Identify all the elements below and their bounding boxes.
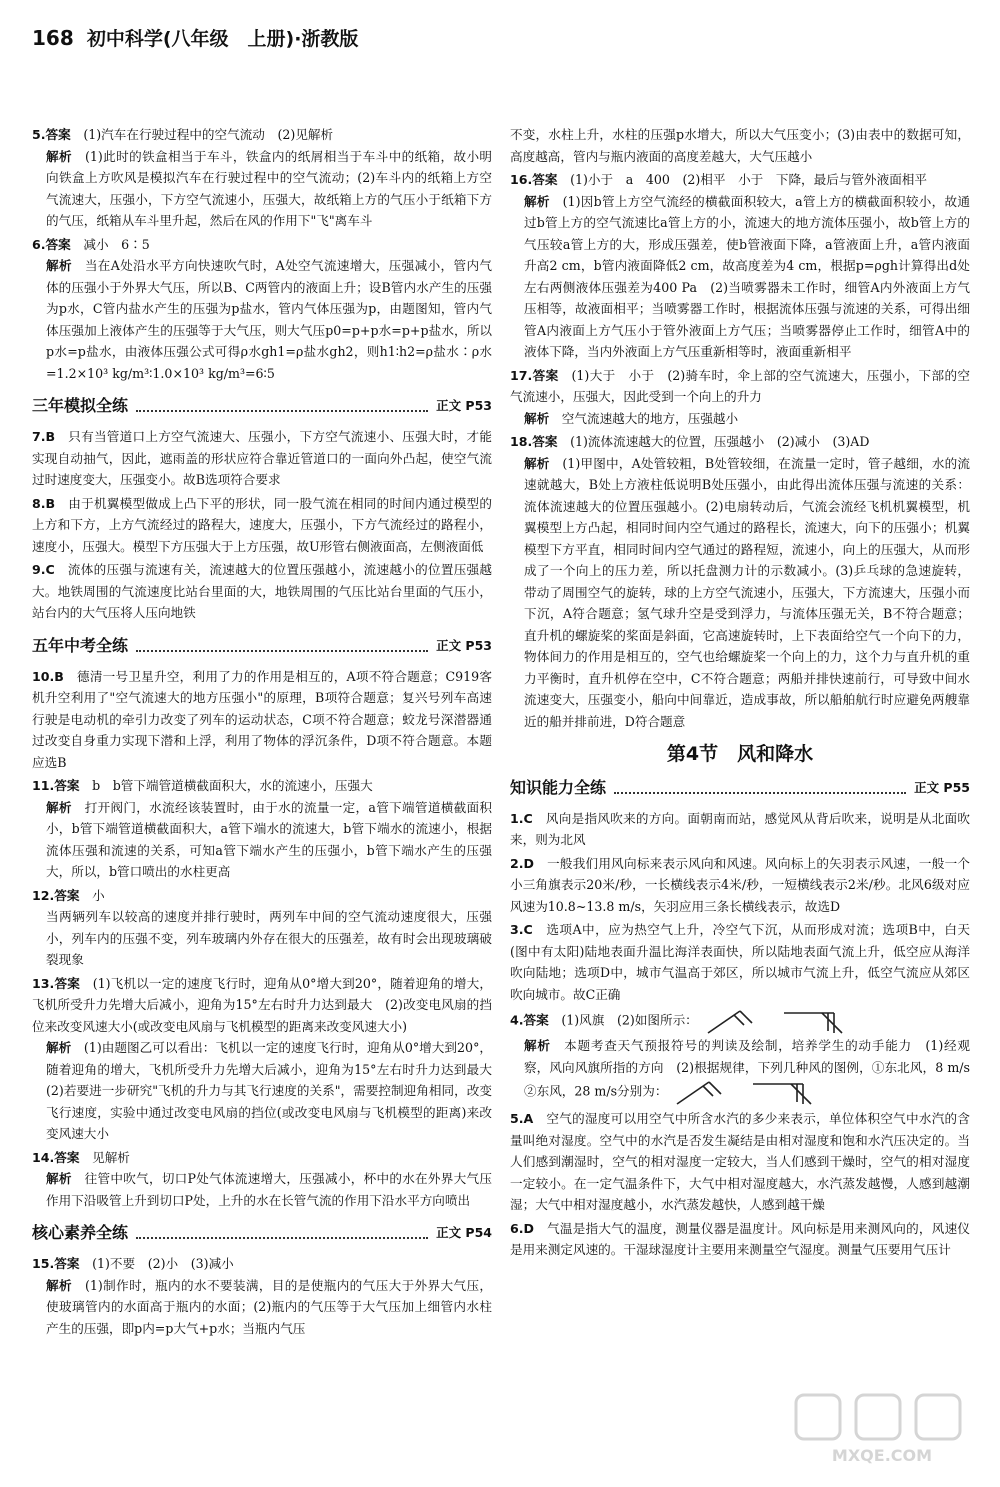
entry-text: (1)大于 小于 (2)骑车时，伞上部的空气流速大，压强小，下部的空气流速小，压强大，因此受到一个向上的升力 <box>510 367 970 404</box>
section-header <box>32 1221 492 1245</box>
answer-line <box>32 234 492 256</box>
entry-label: 1.C <box>510 810 546 826</box>
answer-line <box>32 1253 492 1275</box>
entry-text: 本题考查天气预报符号的判读及绘制，培养学生的动手能力 (1)经观察，风向风旗所指的方向 (2)根据规律，下列几种风的图例，①东北风，8 m/s ②东风，28 m/s分别为： <box>524 1038 983 1099</box>
entry-text: 打开阀门，水流经该装置时，由于水的流量一定，a管下端管道横截面积小，b管下端管道横截面积大，a管下端水的流速大，b管下端水的流速小，根据流体压强和流速的关系，可知a管下端水产生的压强小，b管下端水产生的压强大，所以，b管口喷出的水柱更高 <box>46 799 493 879</box>
page-number: 168 <box>32 26 74 50</box>
left-column <box>32 124 505 1341</box>
page-reference: 正文 P55 <box>914 779 970 795</box>
answer-entry <box>32 559 492 624</box>
answer-line <box>32 124 492 146</box>
answer-line <box>32 1147 492 1169</box>
answer-entry <box>32 1253 492 1339</box>
entry-text: 当两辆列车以较高的速度并排行驶时，两列车中间的空气流动速度很大，压强小，列车内的压强不变，列车玻璃内外存在很大的压强差，故有时会出现玻璃破裂现象 <box>46 909 492 967</box>
entry-text: (1)流体流速越大的位置，压强越小 (2)减小 (3)AD <box>570 434 870 449</box>
entry-label: 解析 <box>46 258 85 273</box>
explanation-line <box>32 255 492 384</box>
entry-text: 小 <box>92 887 105 903</box>
answer-entry <box>32 124 492 232</box>
entry-label: 9.C <box>32 562 68 577</box>
entry-label: 5.答案 <box>32 127 84 142</box>
answer-entry <box>32 666 492 774</box>
wind-symbol-northeast-icon <box>673 1078 743 1106</box>
entry-label: 解析 <box>524 455 563 471</box>
answer-entry <box>510 365 970 430</box>
answer-entry <box>510 431 970 732</box>
entry-label: 11.答案 <box>32 778 93 793</box>
entry-label: 16.答案 <box>510 172 571 187</box>
wind-symbol-east-icon <box>749 1078 819 1106</box>
entry-label: 解析 <box>46 1277 85 1293</box>
page-header <box>32 24 968 58</box>
entry-label: 解析 <box>524 1038 565 1053</box>
entry-label: 13.答案 <box>32 975 93 991</box>
answer-entry <box>510 169 970 363</box>
entry-text: (1)飞机以一定的速度飞行时，迎角从0°增大到20°，随着迎角的增大，飞机所受升力先增大后减小，迎角为15°左右时升力达到最大 (2)改变电风扇的挡位来改变风速大小(或改变电风扇与飞机模型的距离来改变风速大小) <box>32 975 492 1034</box>
section-header <box>32 394 492 418</box>
answer-entry <box>510 1108 970 1216</box>
section-title: 知识能力全练 <box>510 777 607 797</box>
explanation-line <box>32 797 492 883</box>
answer-line <box>510 365 970 408</box>
entry-label: 6.答案 <box>32 236 84 252</box>
dotted-leader <box>136 640 428 652</box>
answer-entry <box>32 234 492 385</box>
svg-text:MXQE.COM: MXQE.COM <box>831 1446 933 1465</box>
answer-entry <box>32 493 492 558</box>
entry-text: (1)风旗 (2)如图所示： <box>561 1012 698 1028</box>
explanation-line <box>510 453 970 733</box>
entry-text: (1)因b管上方空气流经的横截面积较大，a管上方的横截面积较小，故通过b管上方的空气流速比a管上方的小，流速大的地方流体压强小，故b管上方的气压较a管上方的大，形成压强差，使b管液面下降，a管液面上升，a管内液面升高2 cm，b管内液面降低2 cm，故高度差为4 cm，根据p=ρgh计算得出d处左右两侧液体压强差为400 Pa (2)当喷雾器未工作时，细管A内外液面上方气压相等，故液面相平；当喷雾器工作时，根据流体压强与流速的关系，可得出细管A内液面上方气压小于管外液面上方气压；当喷雾器停止工作时，细管A中的液体下降，当内外液面上方气压重新相等时，液面重新相平 <box>524 193 971 359</box>
entry-label: 8.B <box>32 495 69 511</box>
entry-text: (1)不要 (2)小 (3)减小 <box>92 1256 234 1271</box>
entry-text: (1)此时的铁盒相当于车斗，铁盒内的纸屑相当于车斗中的纸箱，故小明向铁盒上方吹风是模拟汽车在行驶过程中的空气流动；(2)车斗内的纸箱上方空气流速大，压强小，下方空气流速小，压强大，故纸箱上方的气压小于纸箱下方的气压，纸箱从车斗里升起，然后在风的作用下"飞"离车斗 <box>46 148 493 228</box>
dotted-leader <box>614 782 906 794</box>
entry-text: 一般我们用风向标来表示风向和风速。风向标上的矢羽表示风速，一般一个小三角旗表示20米/秒，一长横线表示4米/秒，一短横线表示2米/秒。北风6级对应风速为10.8~13.8 m/s，矢羽应用三条长横线表示，故选D <box>510 855 970 914</box>
section-header <box>510 776 970 800</box>
entry-label: 解析 <box>524 193 563 209</box>
answer-entry <box>510 919 970 1005</box>
explanation-line <box>510 1035 983 1106</box>
page-reference: 正文 P53 <box>436 637 492 653</box>
entry-label: 4.答案 <box>510 1012 562 1028</box>
page-reference: 正文 P53 <box>436 398 492 414</box>
entry-text: 空气的湿度可以用空气中所含水汽的多少来表示，单位体积空气中水汽的含量叫绝对湿度。空气中的水汽是否发生凝结是由相对湿度和饱和水汽压决定的。当人们感到潮湿时，空气的相对湿度一定较大，当人们感到干燥时，空气的相对湿度一定较小。在一定气温条件下，大气中相对湿度越大，水汽蒸发越慢，人感到越潮湿；大气中相对湿度越小，水汽蒸发越快，人感到越干燥 <box>510 1111 970 1212</box>
answer-entry <box>510 853 970 918</box>
entry-label: 12.答案 <box>32 887 93 903</box>
wind-symbol-east-icon <box>780 1007 850 1035</box>
section-title: 核心素养全练 <box>32 1223 129 1243</box>
entry-text: (1)制作时，瓶内的水不要装满，目的是使瓶内的气压大于外界大气压，使玻璃管内的水面高于瓶内的水面；(2)瓶内的气压等于大气压加上细管内水柱产生的压强，即p内=p大气+p水；当瓶内气压 <box>46 1277 493 1336</box>
entry-label: 解析 <box>46 1040 84 1055</box>
watermark-logo <box>792 1389 972 1467</box>
answer-line <box>32 775 492 797</box>
entry-label: 15.答案 <box>32 1256 93 1271</box>
entry-label: 3.C <box>510 922 547 937</box>
answer-line <box>32 973 492 1038</box>
right-column <box>510 124 983 1263</box>
entry-text: 风向是指风吹来的方向。面朝南而站，感觉风从背后吹来，说明是从北面吹来，则为北风 <box>510 810 971 847</box>
answer-line <box>32 885 492 907</box>
book-title: 初中科学(八年级 上册)·浙教版 <box>86 28 359 50</box>
answer-line <box>32 426 492 491</box>
entry-text: 往管中吹气，切口P处气体流速增大，压强减小，杯中的水在外界大气压作用下沿吸管上升到切口P处，上升的水在长管气流的作用下沿水平方向喷出 <box>46 1171 492 1208</box>
entry-text: 减小 6∶5 <box>83 236 150 252</box>
entry-label: 10.B <box>32 668 77 684</box>
answer-line <box>510 169 970 191</box>
entry-label: 18.答案 <box>510 434 571 449</box>
answer-line <box>510 808 970 851</box>
entry-text: 空气流速越大的地方，压强越小 <box>561 410 739 426</box>
dotted-leader <box>136 1227 428 1239</box>
entry-label: 17.答案 <box>510 367 572 383</box>
section-header <box>32 634 492 658</box>
answer-entry <box>32 426 492 491</box>
entry-label: 7.B <box>32 429 69 444</box>
answer-line <box>510 124 970 167</box>
entry-text: (1)甲图中，A处管较粗，B处管较细，在流量一定时，管子越细，水的流速就越大，B处上方液柱低说明B处压强小，由此得出流体压强与流速的关系：流体流速越大的位置压强越小。(2)电扇转动后，气流会流经飞机机翼模型，机翼模型上方凸起，相同时间内空气通过的路程长，流速大，向下的压强小；机翼模型下方平直，相同时间内空气通过的路程短，流速小，向上的压强大，从而形成了一个向上的压力差，所以托盘测力计的示数减小。(3)乒乓球的急速旋转，带动了周围空气的旋转，球的上方空气流速小，压强大，下方流速大，压强小而下沉，A符合题意；氢气球升空是受到浮力，与流体压强无关，B不符合题意；直升机的螺旋桨的桨面是斜面，它高速旋转时，上下表面给空气一个向下的力，物体间力的作用是相互的，空气也给螺旋桨一个向上的力，这个力与直升机的重力平衡时，直升机停在空中，C不符合题意；两船并排快速前行，可导致中间水流速变大，压强变小，船向中间靠近，造成事故，所以船舶航行时应避免两艘靠近的船并排前进，D符合题意 <box>524 455 970 729</box>
answer-line <box>510 1108 970 1216</box>
entry-text: 德清一号卫星升空，利用了力的作用是相互的，A项不符合题意；C919客机升空利用了"空气流速大的地方压强小"的原理，B项符合题意；复兴号列车高速行驶是电动机的牵引力改变了列车的运动状态，C项不符合题意；蛟龙号深潜器通过改变自身重力实现下潜和上浮，利用了物体的浮沉条件，D项不符合题意。本题应选B <box>32 668 492 770</box>
entry-label: 5.A <box>510 1111 547 1126</box>
entry-text: 气温是指大气的温度，测量仪器是温度计。风向标是用来测风向的，风速仪是用来测定风速的。干湿球湿度计主要用来测量空气湿度。测量气压要用气压计 <box>510 1220 970 1257</box>
entry-label: 14.答案 <box>32 1149 93 1165</box>
dotted-leader <box>136 400 428 412</box>
explanation-line <box>32 1275 492 1340</box>
entry-text: 选项A中，应为热空气上升，冷空气下沉，从而形成对流；选项B中，白天(图中有太阳)陆地表面升温比海洋表面快，所以陆地表面气流上升，低空应从海洋吹向陆地；选项D中，城市气温高于郊区，所以城市气流上升，低空气流应从郊区吹向城市。故C正确 <box>510 922 970 1002</box>
explanation-line <box>32 1037 505 1145</box>
entry-label: 解析 <box>524 410 562 426</box>
entry-text: 不变，水柱上升，水柱的压强p水增大，所以大气压变小；(3)由表中的数据可知，高度越高，管内与瓶内液面的高度差越大，大气压越小 <box>510 127 970 164</box>
answer-line <box>510 1007 970 1035</box>
answer-entry <box>32 973 505 1145</box>
answer-line <box>32 559 492 624</box>
answer-line <box>510 853 970 918</box>
entry-label: 解析 <box>46 799 85 815</box>
answer-line <box>32 666 492 774</box>
explanation-line <box>32 906 492 971</box>
answer-entry <box>510 124 970 167</box>
answer-entry <box>510 1007 983 1106</box>
explanation-line <box>510 408 970 430</box>
entry-text: (1)小于 a 400 (2)相平 小于 下降，最后与管外液面相平 <box>570 172 927 187</box>
entry-text: (1)由题图乙可以看出：飞机以一定的速度飞行时，迎角从0°增大到20°，随着迎角的增大，飞机所受升力先增大后减小，迎角为15°左右时升力达到最大 (2)若要进一步研究"飞机的升力与其飞行速度的关系"，需要控制迎角相同，改变飞行速度，实验中通过改变电风扇的挡位(或改变电风扇与飞机模型的距离)来改变风速大小 <box>46 1040 505 1141</box>
entry-label: 解析 <box>46 148 85 164</box>
entry-text: 见解析 <box>92 1149 130 1165</box>
section-title: 三年模拟全练 <box>32 396 129 416</box>
chapter-title: 第4节 风和降水 <box>666 743 814 765</box>
entry-text: 当在A处沿水平方向快速吹气时，A处空气流速增大，压强减小，管内气体的压强小于外界大气压，所以B、C两管内的液面上升；设B管内水产生的压强为p水，C管内盐水产生的压强为p盐水，管内气体压强为p，由题图知，管内气体压强加上液体产生的压强等于大气压，则大气压p0=p+p水=p+p盐水，所以p水=p盐水，由液体压强公式可得ρ水gh1=ρ盐水gh2，则h1∶h2=ρ盐水∶ρ水=1.2×10³ kg/m³∶1.0×10³ kg/m³=6∶5 <box>46 258 492 381</box>
entry-text: b b管下端管道横截面积大，水的流速小，压强大 <box>92 778 373 793</box>
entry-label: 2.D <box>510 855 548 871</box>
entry-text: 由于机翼模型做成上凸下平的形状，同一股气流在相同的时间内通过模型的上方和下方，上方气流经过的路程大，速度大，压强小，下方气流经过的路程小，速度小，压强大。模型下方压强大于上方压强，故U形管右侧液面高，左侧液面低 <box>32 495 492 554</box>
explanation-line <box>32 146 492 232</box>
answer-line <box>510 431 970 453</box>
entry-text: 只有当管道口上方空气流速大、压强小，下方空气流速小、压强大时，才能实现自动抽气，因此，遮雨盖的形状应符合靠近管道口的一面向外凸起，使空气流过时速度变大，压强变小。故B选项符合要求 <box>32 429 492 487</box>
wind-symbol-northeast-icon <box>704 1007 774 1035</box>
explanation-line <box>32 1168 492 1211</box>
entry-text: 流体的压强与流速有关，流速越大的位置压强越小，流速越小的位置压强越大。地铁周围的气流速度比站台里面的大，地铁周围的气压比站台里面的气压小，站台内的大气压将人压向地铁 <box>32 562 493 620</box>
answer-entry <box>510 808 970 851</box>
answer-line <box>510 919 970 1005</box>
answer-line <box>32 493 492 558</box>
answer-entry <box>32 1147 492 1212</box>
answer-line <box>510 1218 970 1261</box>
entry-label: 6.D <box>510 1220 548 1236</box>
entry-text: (1)汽车在行驶过程中的空气流动 (2)见解析 <box>83 127 334 142</box>
entry-label: 解析 <box>46 1171 85 1186</box>
answer-entry <box>32 885 492 971</box>
explanation-line <box>510 191 970 363</box>
answer-entry <box>32 775 492 883</box>
answer-entry <box>510 1218 970 1261</box>
section-title: 五年中考全练 <box>32 635 129 655</box>
page-reference: 正文 P54 <box>436 1225 492 1241</box>
